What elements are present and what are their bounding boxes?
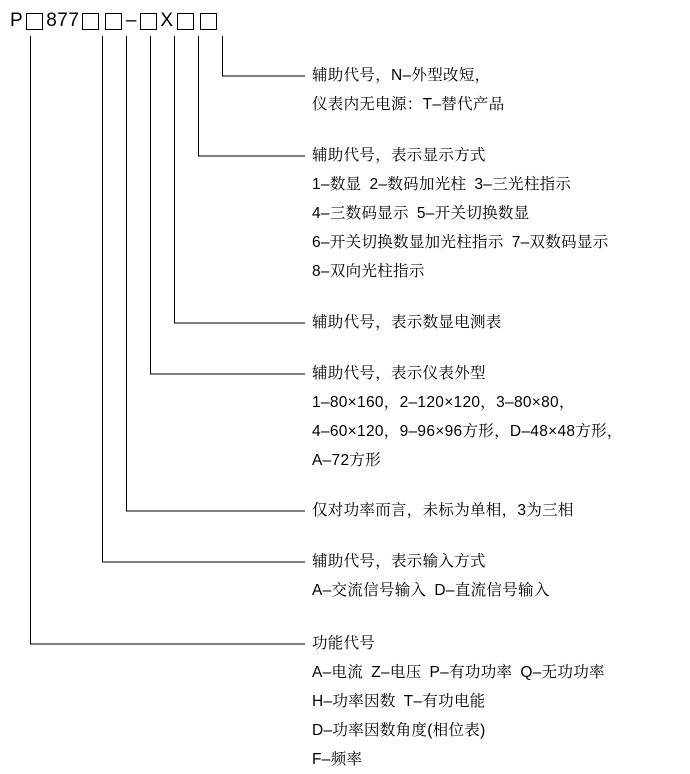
model-code	[10, 8, 220, 34]
annotation-line: 仪表内无电源：T–替代产品	[312, 96, 505, 113]
annotation-line: 辅助代号，表示显示方式	[312, 147, 486, 164]
annotation-aux-input-mode	[312, 547, 550, 605]
annotation-line: 1–80×160，2–120×120，3–80×80，	[312, 394, 575, 411]
annotation-line: D–功率因数角度(相位表)	[312, 722, 486, 739]
leader-line-2	[199, 36, 306, 156]
annotation-line: 辅助代号，表示输入方式	[312, 553, 486, 570]
leader-line-6	[103, 36, 306, 562]
annotation-line: 仅对功率而言，未标为单相，3为三相	[312, 502, 574, 519]
annotation-line: F–频率	[312, 751, 363, 768]
code-box-1	[26, 13, 43, 30]
code-box-6	[200, 13, 217, 30]
annotation-line: 4–三数码显示 5–开关切换数显	[312, 205, 530, 222]
annotation-line: 辅助代号，表示仪表外型	[312, 365, 486, 382]
code-box-5	[177, 13, 194, 30]
annotation-line: 辅助代号，表示数显电测表	[312, 314, 502, 331]
annotation-line: A–电流 Z–电压 P–有功功率 Q–无功功率	[312, 664, 605, 681]
leader-line-3	[175, 36, 306, 323]
annotation-line: A–交流信号输入 D–直流信号输入	[312, 582, 550, 599]
leader-line-7	[31, 36, 306, 644]
annotation-line: H–功率因数 T–有功电能	[312, 693, 486, 710]
model-code-prefix: P	[10, 10, 24, 31]
leader-line-5	[127, 36, 306, 511]
code-box-3	[105, 13, 122, 30]
annotation-line: 1–数显 2–数码加光柱 3–三光柱指示	[312, 176, 572, 193]
annotation-function-code	[312, 629, 605, 774]
code-box-4	[140, 13, 157, 30]
annotation-line: 功能代号	[312, 635, 376, 652]
annotation-line: 4–60×120，9–96×96方形，D–48×48方形，	[312, 423, 623, 440]
model-code-dash: –	[125, 10, 137, 31]
model-code-series: 877	[46, 10, 80, 31]
annotation-aux-digital-meter	[312, 308, 502, 337]
annotation-line: 6–开关切换数显加光柱指示 7–双数码显示	[312, 234, 609, 251]
leader-line-1	[223, 36, 306, 76]
model-code-x: X	[160, 10, 174, 31]
annotation-line: A–72方形	[312, 452, 381, 469]
annotation-line: 8–双向光柱指示	[312, 263, 425, 280]
annotation-aux-case-shape	[312, 359, 623, 475]
annotation-power-phase	[312, 496, 574, 525]
code-box-2	[82, 13, 99, 30]
annotation-aux-display-mode	[312, 141, 609, 286]
annotation-line: 辅助代号，N–外型改短，	[312, 67, 491, 84]
annotation-aux-shortened	[312, 61, 505, 119]
